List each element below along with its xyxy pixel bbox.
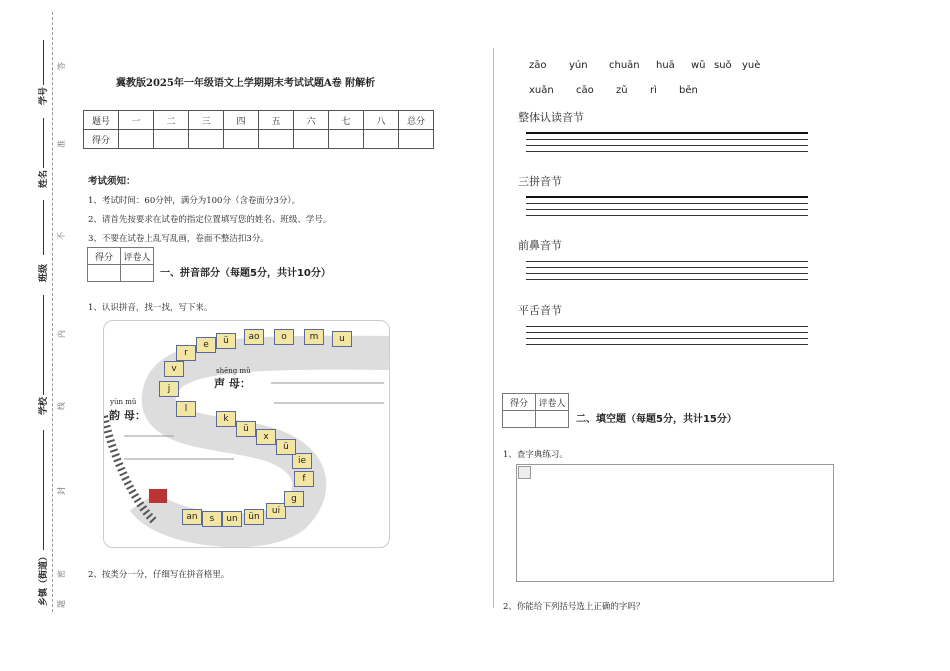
score-cell: 四 [224,111,259,130]
score-entry[interactable] [224,130,259,149]
grader-score-entry[interactable] [503,411,536,428]
question-2-2: 2、你能给下列括号选上正确的字吗？ [503,602,645,612]
score-entry[interactable] [189,130,224,149]
shengmu-pinyin: shēng mǔ [216,367,251,375]
score-cell: 一 [119,111,154,130]
pinyin-word: xuǎn [529,85,554,96]
score-entry[interactable] [154,130,189,149]
grader-name-label: 评卷人 [121,248,154,265]
pinyin-word: yuè [742,60,761,71]
pinyin-block: ü [276,439,296,455]
pinyin-word: wǔ [691,60,706,71]
binding-mark: 题 [57,600,66,608]
score-cell: 题号 [84,111,119,130]
pinyin-block: l [176,401,196,417]
category-whole-syllable: 整体认读音节 [518,111,584,124]
pinyin-block: ü [216,333,236,349]
pinyin-block: x [256,429,276,445]
pinyin-block: o [274,329,294,345]
pinyin-block: ao [244,329,264,345]
grader-box [502,393,569,428]
grader-name-entry[interactable] [536,411,569,428]
train-engine [149,489,167,503]
binding-line [43,118,44,168]
pinyin-block: v [164,361,184,377]
label-class: 班级 [39,263,49,282]
pinyin-block: ie [292,453,312,469]
yunmu-label: 韵 母： [109,409,146,422]
pinyin-block: g [284,491,304,507]
label-township: 乡镇（街道） [39,551,49,606]
category-front-nasal: 前鼻音节 [518,239,562,252]
pinyin-block: f [294,471,314,487]
binding-mark: 内 [57,330,66,338]
instructions-heading: 考试须知： [88,176,136,187]
pinyin-block: k [216,411,236,427]
pinyin-block: m [304,329,324,345]
pinyin-block: an [182,509,202,525]
pinyin-word: yún [569,60,588,71]
score-cell: 总分 [399,111,434,130]
broken-image-icon [518,466,531,479]
pinyin-block: r [176,345,196,361]
binding-line [43,40,44,85]
pinyin-block: e [196,337,216,353]
pinyin-writing-grid[interactable] [526,326,808,348]
pinyin-word: zǔ [616,85,628,96]
column-divider [493,48,494,608]
score-cell: 三 [189,111,224,130]
binding-line [43,430,44,550]
binding-line [43,295,44,395]
category-flat-tongue: 平舌音节 [518,304,562,317]
score-entry[interactable] [119,130,154,149]
pinyin-block: ü [236,421,256,437]
score-table-header-row [84,111,434,130]
question-2-1: 1、查字典练习。 [503,450,568,460]
score-row-label: 得分 [84,130,119,149]
score-cell: 八 [364,111,399,130]
score-cell: 七 [329,111,364,130]
pinyin-block: ün [244,509,264,525]
binding-mark: 准 [57,140,66,148]
pinyin-snake-picture [103,320,390,548]
yunmu-pinyin: yùn mǔ [110,398,137,406]
section-2-title: 二、填空题（每题5分，共计15分） [576,414,737,425]
pinyin-word: suǒ [714,60,732,71]
pinyin-word: cāo [576,85,594,96]
dictionary-image-box [516,464,834,582]
pinyin-word: rì [650,85,657,96]
pinyin-word: zāo [529,60,547,71]
section-1-title: 一、拼音部分（每题5分，共计10分） [160,268,331,279]
score-entry[interactable] [364,130,399,149]
binding-mark: 密 [57,570,66,578]
score-cell: 二 [154,111,189,130]
binding-mark: 封 [57,487,66,495]
score-entry[interactable] [329,130,364,149]
grader-score-label: 得分 [503,394,536,411]
question-1-2: 2、按类分一分，仔细写在拼音格里。 [88,570,230,580]
grader-score-label: 得分 [88,248,121,265]
grader-name-entry[interactable] [121,265,154,282]
score-cell: 六 [294,111,329,130]
label-school: 学校 [39,396,49,415]
score-entry[interactable] [399,130,434,149]
binding-mark: 不 [57,232,66,240]
instruction-item: 2、请首先按要求在试卷的指定位置填写您的姓名、班级、学号。 [88,215,332,225]
pinyin-writing-grid[interactable] [526,132,808,154]
binding-line [43,200,44,255]
label-name: 姓名 [39,169,49,188]
pinyin-word: chuān [609,60,640,71]
binding-mark: 答 [57,62,66,70]
pinyin-word: huā [656,60,675,71]
pinyin-writing-grid[interactable] [526,261,808,283]
pinyin-block: s [202,511,222,527]
binding-mark: 线 [57,402,66,410]
exam-title: 冀教版2025年一年级语文上学期期末考试试题A卷 附解析 [116,78,376,89]
pinyin-writing-grid[interactable] [526,196,808,218]
pinyin-block: j [159,381,179,397]
score-entry[interactable] [294,130,329,149]
label-student-id: 学号 [39,86,49,105]
instruction-item: 3、不要在试卷上乱写乱画，卷面不整洁扣3分。 [88,234,269,244]
pinyin-block: u [332,331,352,347]
score-table [83,110,434,149]
category-three-part: 三拼音节 [518,175,562,188]
binding-dashed-line [52,12,53,612]
question-1-1: 1、认识拼音，找一找，写下来。 [88,303,213,313]
score-table-score-row [84,130,434,149]
score-cell: 五 [259,111,294,130]
pinyin-block: un [222,511,242,527]
grader-score-entry[interactable] [88,265,121,282]
instruction-item: 1、考试时间：60分钟，满分为100分（含卷面分3分）。 [88,196,301,206]
pinyin-block: ui [266,503,286,519]
pinyin-word: bēn [679,85,698,96]
shengmu-label: 声 母： [214,377,251,390]
grader-name-label: 评卷人 [536,394,569,411]
score-entry[interactable] [259,130,294,149]
grader-box [87,247,154,282]
